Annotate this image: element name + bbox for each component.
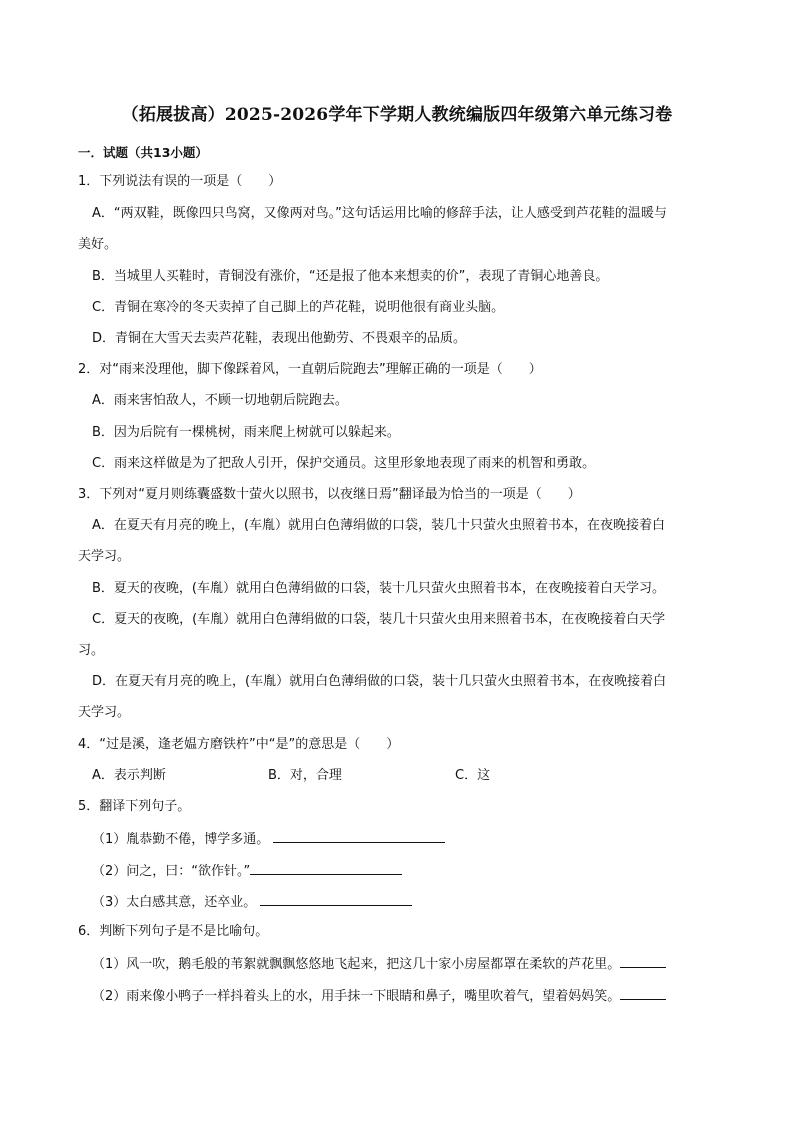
q5-sentence-1: [92, 828, 445, 850]
q6-sentence-1-text: （1）风一吹，鹅毛般的苇絮就飘飘悠悠地飞起来，把这几十家小房屋都罩在柔软的芦花里。: [92, 957, 621, 972]
q1-stem: 1．下列说法有误的一项是（ ）: [78, 174, 282, 189]
q6-stem: 6．判断下列句子是不是比喻句。: [78, 924, 269, 939]
q3-stem: 3．下列对“夏月则练囊盛数十萤火以照书，以夜继日焉”翻译最为恰当的一项是（ ）: [78, 487, 581, 502]
q6-sentence-1: [92, 953, 666, 975]
q6-sentence-2: [92, 985, 666, 1007]
q3-option-b: B．夏天的夜晚，(车胤）就用白色薄绢做的口袋，装十几只萤火虫照着书本，在夜晚接着白天学习。: [92, 581, 665, 596]
q3-option-a-cont: 天学习。: [78, 549, 131, 564]
q5-sentence-3-text: （3）太白感其意，还卒业。: [92, 895, 257, 910]
q5-answer-blank-2[interactable]: [250, 860, 402, 875]
q3-option-c-cont: 习。: [78, 643, 105, 658]
q4-option-a: A．表示判断: [92, 768, 166, 783]
q5-answer-blank-1[interactable]: [273, 828, 445, 843]
q3-option-d-cont: 天学习。: [78, 705, 131, 720]
q1-option-d: D．青铜在大雪天去卖芦花鞋，表现出他勤劳、不畏艰辛的品质。: [92, 331, 467, 346]
q2-option-b: B．因为后院有一棵桃树，雨来爬上树就可以躲起来。: [92, 425, 400, 440]
page-title: （拓展拔高）2025-2026学年下学期人教统编版四年级第六单元练习卷: [121, 105, 673, 125]
q2-stem: 2．对“雨来没理他，脚下像踩着风，一直朝后院跑去”理解正确的一项是（ ）: [78, 362, 542, 377]
q4-stem: 4．“过是溪，逢老媪方磨铁杵”中“是”的意思是（ ）: [78, 737, 400, 752]
q6-answer-blank-2[interactable]: [620, 985, 666, 1000]
section-heading: 一．试题（共13小题）: [78, 145, 208, 160]
q2-option-c: C．雨来这样做是为了把敌人引开，保护交通员。这里形象地表现了雨来的机智和勇敢。: [92, 456, 596, 471]
q1-option-a: A．“两双鞋，既像四只鸟窝，又像两对鸟。”这句话运用比喻的修辞手法，让人感受到芦花鞋的温暖与: [92, 206, 667, 221]
q4-option-b: B．对，合理: [268, 768, 342, 783]
q3-option-d: D．在夏天有月亮的晚上，(车胤）就用白色薄绢做的口袋，装十几只萤火虫照着书本，在夜晚接着白: [92, 674, 667, 689]
q5-answer-blank-3[interactable]: [260, 891, 412, 906]
q4-option-c: C．这: [455, 768, 491, 783]
q5-sentence-2: [92, 860, 402, 882]
q5-stem: 5．翻译下列句子。: [78, 799, 191, 814]
q5-sentence-2-text: （2）问之，曰：“欲作针。”: [92, 864, 251, 879]
q1-option-c: C．青铜在寒冷的冬天卖掉了自己脚上的芦花鞋，说明他很有商业头脑。: [92, 300, 505, 315]
q1-option-a-cont: 美好。: [78, 237, 118, 252]
q1-option-b: B．当城里人买鞋时，青铜没有涨价，“还是报了他本来想卖的价”，表现了青铜心地善良。: [92, 269, 609, 284]
q2-option-a: A．雨来害怕敌人，不顾一切地朝后院跑去。: [92, 393, 348, 408]
q5-sentence-3: [92, 891, 412, 913]
q6-answer-blank-1[interactable]: [620, 953, 666, 968]
q5-sentence-1-text: （1）胤恭勤不倦，博学多通。: [92, 832, 270, 847]
q6-sentence-2-text: （2）雨来像小鸭子一样抖着头上的水，用手抹一下眼睛和鼻子，嘴里吹着气，望着妈妈笑。: [92, 989, 621, 1004]
q3-option-a: A．在夏天有月亮的晚上，(车胤）就用白色薄绢做的口袋，装几十只萤火虫照着书本，在夜晚接着白: [92, 518, 665, 533]
q3-option-c: C．夏天的夜晚，(车胤）就用白色薄绢做的口袋，装几十只萤火虫用来照着书本，在夜晚接着白天学: [92, 612, 666, 627]
